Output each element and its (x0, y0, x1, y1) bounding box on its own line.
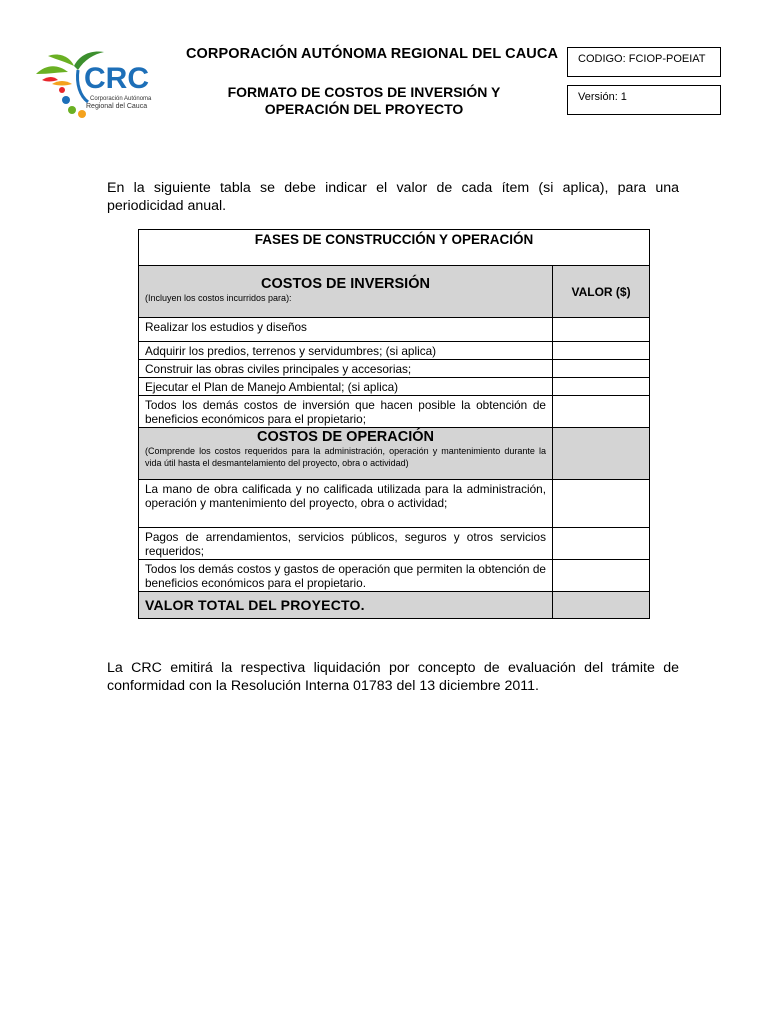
table-row (139, 318, 650, 342)
table-row (139, 342, 650, 360)
value-cell[interactable] (553, 360, 650, 378)
operation-item: Todos los demás costos y gastos de operación que permiten la obtención de beneficios económicos para el propietario. (139, 560, 553, 592)
value-cell[interactable] (553, 560, 650, 592)
investment-title: COSTOS DE INVERSIÓN (261, 276, 430, 292)
document-version-box: Versión: 1 (567, 85, 721, 115)
crc-logo (28, 44, 168, 120)
value-cell[interactable] (553, 528, 650, 560)
investment-item: Ejecutar el Plan de Manejo Ambiental; (si aplica) (139, 378, 553, 396)
investment-item: Construir las obras civiles principales y accesorias; (139, 360, 553, 378)
operation-item: Pagos de arrendamientos, servicios públicos, seguros y otros servicios requeridos; (139, 528, 553, 560)
costs-table (138, 229, 650, 619)
organization-name: CORPORACIÓN AUTÓNOMA REGIONAL DEL CAUCA (185, 46, 559, 62)
value-cell[interactable] (553, 396, 650, 428)
document-title-line2: OPERACIÓN DEL PROYECTO (264, 101, 464, 117)
total-value-cell[interactable] (553, 592, 650, 619)
value-column-header: VALOR ($) (553, 266, 650, 318)
operation-item: La mano de obra calificada y no calificada utilizada para la administración, operación y mantenimiento del proyecto, obra o actividad; (139, 480, 553, 528)
operation-title: COSTOS DE OPERACIÓN (257, 429, 434, 445)
total-label: VALOR TOTAL DEL PROYECTO. (139, 592, 553, 619)
table-row (139, 560, 650, 592)
value-cell[interactable] (553, 318, 650, 342)
operation-header-cell (139, 428, 553, 480)
document-title-line1: FORMATO DE COSTOS DE INVERSIÓN Y (227, 84, 501, 100)
document-title (196, 84, 532, 118)
hummingbird-logo-icon (28, 44, 168, 120)
table-row (139, 480, 650, 528)
logo-line2: Regional del Cauca (86, 103, 148, 110)
closing-paragraph: La CRC emitirá la respectiva liquidación por concepto de evaluación del trámite de conformidad con la Resolución Interna 01783 del 13 diciembre 2011. (107, 660, 679, 694)
investment-subtitle: (Incluyen los costos incurridos para): (145, 293, 292, 303)
investment-header-cell (139, 266, 553, 318)
investment-item: Realizar los estudios y diseños (139, 318, 553, 342)
value-cell[interactable] (553, 480, 650, 528)
table-row (139, 528, 650, 560)
phases-title: FASES DE CONSTRUCCIÓN Y OPERACIÓN (139, 230, 650, 266)
investment-header-row (139, 266, 650, 318)
operation-header-row (139, 428, 650, 480)
intro-paragraph: En la siguiente tabla se debe indicar el valor de cada ítem (si aplica), para una periodicidad anual. (107, 180, 679, 214)
table-row (139, 378, 650, 396)
logo-line1: Corporación Autónoma (90, 96, 152, 102)
logo-acronym: CRC (84, 62, 149, 95)
investment-item: Adquirir los predios, terrenos y servidumbres; (si aplica) (139, 342, 553, 360)
investment-item: Todos los demás costos de inversión que hacen posible la obtención de beneficios económicos para el propietario; (139, 396, 553, 428)
operation-value-header-cell (553, 428, 650, 480)
total-row (139, 592, 650, 619)
table-row (139, 396, 650, 428)
operation-subtitle: (Comprende los costos requeridos para la administración, operación y mantenimiento durante la vida útil hasta el desmantelamiento del proyecto, obra o actividad) (145, 446, 546, 468)
value-cell[interactable] (553, 378, 650, 396)
value-cell[interactable] (553, 342, 650, 360)
document-code-box: CODIGO: FCIOP-POEIAT (567, 47, 721, 77)
table-row (139, 360, 650, 378)
